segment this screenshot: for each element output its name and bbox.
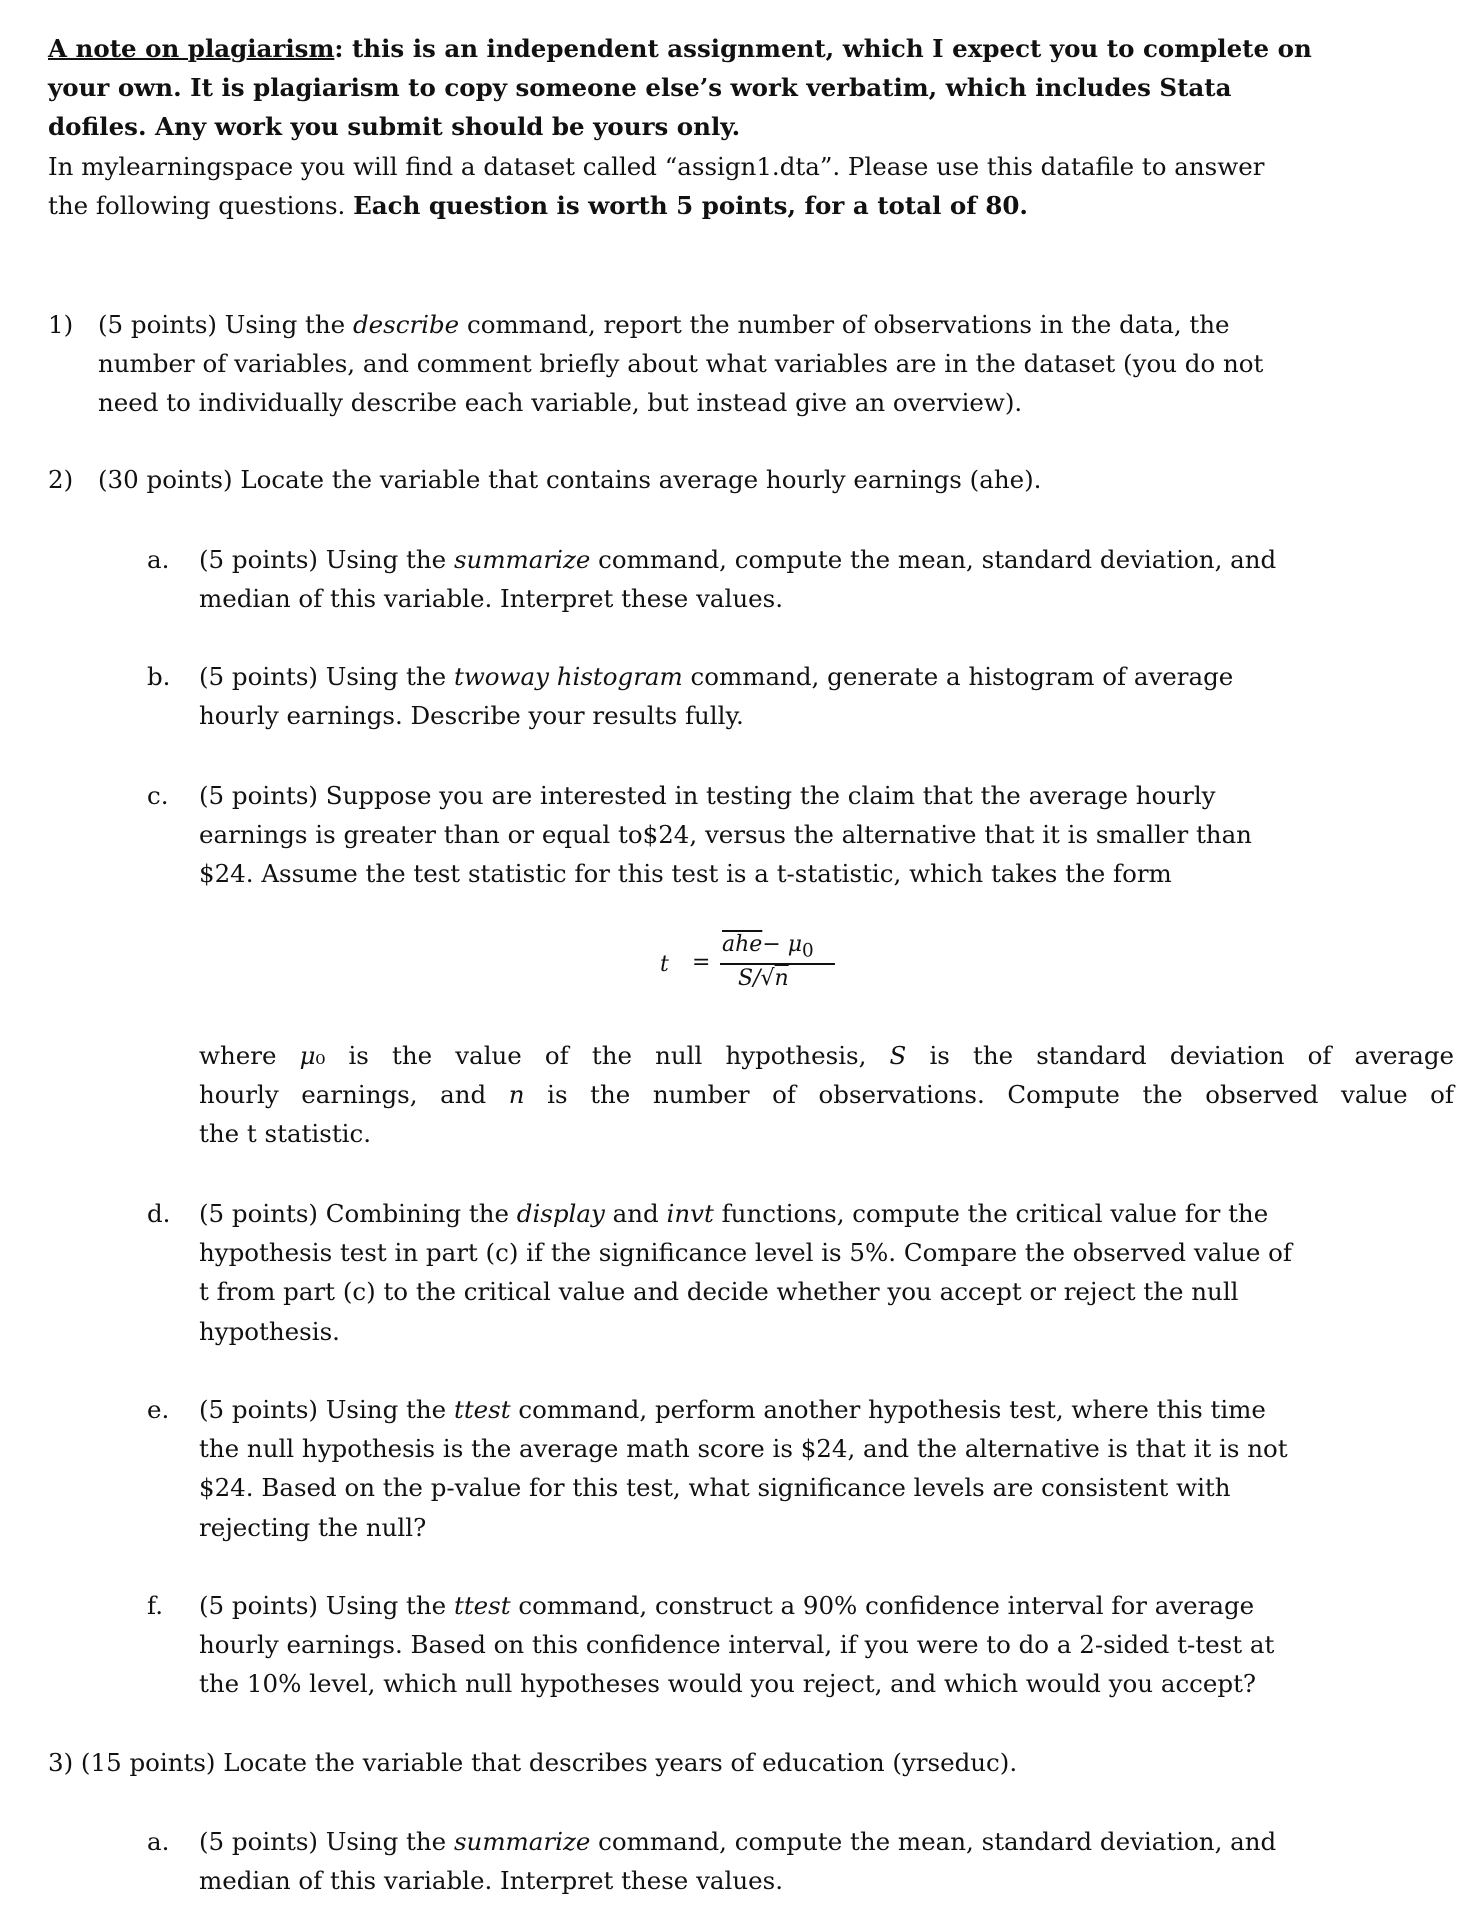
- text-segment: the 10% level, which null hypotheses would you reject, and which would you accept?: [199, 1669, 1257, 1699]
- text-segment: and: [604, 1199, 667, 1228]
- text-line: [199, 854, 1172, 893]
- text-line: [199, 657, 1233, 696]
- text-line: [48, 68, 1231, 107]
- text-segment: invt: [666, 1199, 714, 1228]
- text-segment: command, perform another hypothesis test, where this time: [510, 1395, 1266, 1424]
- formula-subscript: 0: [802, 940, 814, 962]
- text-segment: command, compute the mean, standard deviation, and: [590, 545, 1277, 574]
- text-line: [199, 1194, 1268, 1233]
- sqrt-symbol: √: [760, 966, 775, 991]
- text-segment: hourly earnings, and: [199, 1080, 509, 1110]
- text-segment: display: [516, 1199, 605, 1228]
- question-number: b.: [147, 662, 171, 691]
- text-segment: command, compute the mean, standard deviation, and: [590, 1827, 1277, 1856]
- text-segment: is the number of observations. Compute the observed value of: [524, 1080, 1454, 1110]
- text-segment: A note on plagiarism: [48, 34, 335, 63]
- text-line: [98, 305, 1230, 344]
- text-line: [48, 107, 740, 146]
- formula-denominator: [738, 966, 789, 991]
- text-segment: (5 points) Using the: [199, 1395, 454, 1424]
- text-segment: n: [508, 1080, 525, 1110]
- text-line: [98, 460, 1041, 499]
- text-segment: where: [199, 1041, 300, 1070]
- text-line: [98, 344, 1263, 383]
- text-line: [48, 1743, 1017, 1782]
- formula-lhs: t: [660, 952, 669, 977]
- text-segment: $24. Assume the test statistic for this test is a t-statistic, which takes the form: [199, 859, 1172, 889]
- text-segment: describe: [352, 310, 460, 339]
- text-line: [199, 540, 1276, 579]
- text-segment: (5 points) Using the: [199, 545, 454, 574]
- question-number: f.: [147, 1591, 163, 1620]
- question-number: a.: [147, 1827, 170, 1856]
- formula-minus-mu: − μ: [762, 932, 803, 957]
- text-line: [199, 776, 1216, 815]
- text-line: [199, 815, 1252, 854]
- text-segment: (5 points) Using the: [199, 1827, 454, 1856]
- text-segment: S: [889, 1041, 907, 1070]
- text-segment: : this is an independent assignment, which I expect you to complete on: [334, 34, 1312, 63]
- formula-ahe-bar: $\overline{ahe}$: [722, 932, 763, 957]
- text-segment: (5 points) Suppose you are interested in testing the claim that the average hourly: [199, 781, 1216, 810]
- text-segment: command, generate a histogram of average: [682, 662, 1234, 691]
- text-segment: median of this variable. Interpret these values.: [199, 584, 783, 614]
- question-number: c.: [147, 781, 169, 810]
- formula-s: S/: [738, 966, 761, 991]
- text-segment: earnings is greater than or equal to$24, versus the alternative that it is smaller than: [199, 820, 1252, 850]
- text-segment: twoway histogram: [453, 662, 683, 691]
- text-segment: t from part (c) to the critical value and decide whether you accept or reject the null: [199, 1277, 1239, 1307]
- text-line: [48, 147, 1264, 186]
- text-line: [199, 1625, 1274, 1664]
- text-line: [48, 186, 1028, 225]
- text-segment: command, report the number of observations in the data, the: [459, 310, 1230, 339]
- text-segment: hypothesis.: [199, 1316, 340, 1346]
- text-segment: ₀ is the value of the null hypothesis,: [315, 1041, 890, 1070]
- text-segment: the following questions.: [48, 190, 354, 220]
- text-line: [199, 1664, 1256, 1703]
- text-line: [199, 1272, 1239, 1311]
- text-segment: (5 points) Using the: [98, 310, 353, 339]
- text-line: [98, 383, 1022, 422]
- text-segment: ttest: [453, 1395, 511, 1424]
- text-segment: summarize: [453, 545, 591, 574]
- text-segment: (5 points) Combining the: [199, 1199, 517, 1228]
- text-segment: hourly earnings. Based on this confidence interval, if you were to do a 2-sided t-test at: [199, 1630, 1275, 1660]
- formula-equals: =: [692, 950, 711, 975]
- text-segment: 3) (15 points) Locate the variable that describes years of education (yrseduc).: [48, 1748, 1018, 1777]
- text-line: [199, 1312, 340, 1351]
- text-segment: (30 points) Locate the variable that contains average hourly earnings (ahe).: [98, 465, 1042, 494]
- text-line: [199, 1429, 1288, 1468]
- text-segment: number of variables, and comment briefly about what variables are in the dataset (you do not: [98, 349, 1264, 379]
- formula-numerator: [722, 932, 814, 961]
- text-line: [199, 579, 783, 618]
- formula-n: n: [774, 966, 789, 991]
- text-segment: hypothesis test in part (c) if the significance level is 5%. Compare the observed value of: [199, 1238, 1292, 1268]
- text-segment: the t statistic.: [199, 1119, 372, 1149]
- fraction-bar: [720, 963, 835, 965]
- text-line: [199, 1508, 426, 1547]
- text-line: [199, 1586, 1254, 1625]
- text-line: [199, 1861, 783, 1900]
- question-number: 2): [48, 465, 74, 494]
- text-line: [48, 29, 1312, 68]
- text-segment: ttest: [453, 1591, 511, 1620]
- text-segment: dofiles. Any work you submit should be yours only.: [48, 112, 741, 142]
- text-segment: (5 points) Using the: [199, 1591, 454, 1620]
- text-segment: median of this variable. Interpret these values.: [199, 1866, 783, 1896]
- question-number: e.: [147, 1395, 170, 1424]
- text-segment: In mylearningspace you will find a dataset called “assign1.dta”. Please use this datafile to answer: [48, 151, 1265, 181]
- text-segment: need to individually describe each variable, but instead give an overview).: [98, 388, 1023, 418]
- text-segment: is the standard deviation of average: [906, 1041, 1455, 1070]
- text-segment: command, construct a 90% confidence interval for average: [510, 1591, 1255, 1620]
- text-segment: Each question is worth 5 points, for a total of 80.: [353, 190, 1028, 220]
- text-segment: the null hypothesis is the average math score is $24, and the alternative is that it is not: [199, 1434, 1288, 1464]
- question-number: 1): [48, 310, 74, 339]
- text-line: [199, 1114, 371, 1153]
- text-segment: hourly earnings. Describe your results fully.: [199, 701, 744, 731]
- text-segment: your own. It is plagiarism to copy someone else’s work verbatim, which includes Stata: [48, 73, 1232, 103]
- text-segment: μ: [299, 1041, 316, 1070]
- text-line: [199, 1822, 1276, 1861]
- text-line: [199, 1468, 1231, 1507]
- text-line: [199, 1075, 1454, 1114]
- text-line: [199, 696, 744, 735]
- text-segment: summarize: [453, 1827, 591, 1856]
- text-segment: $24. Based on the p-value for this test, what significance levels are consistent with: [199, 1473, 1231, 1503]
- question-number: d.: [147, 1199, 171, 1228]
- text-segment: (5 points) Using the: [199, 662, 454, 691]
- text-line: [199, 1390, 1266, 1429]
- question-number: a.: [147, 545, 170, 574]
- text-segment: rejecting the null?: [199, 1512, 427, 1542]
- text-line: [199, 1036, 1454, 1075]
- text-segment: functions, compute the critical value for the: [713, 1199, 1269, 1228]
- text-line: [199, 1233, 1292, 1272]
